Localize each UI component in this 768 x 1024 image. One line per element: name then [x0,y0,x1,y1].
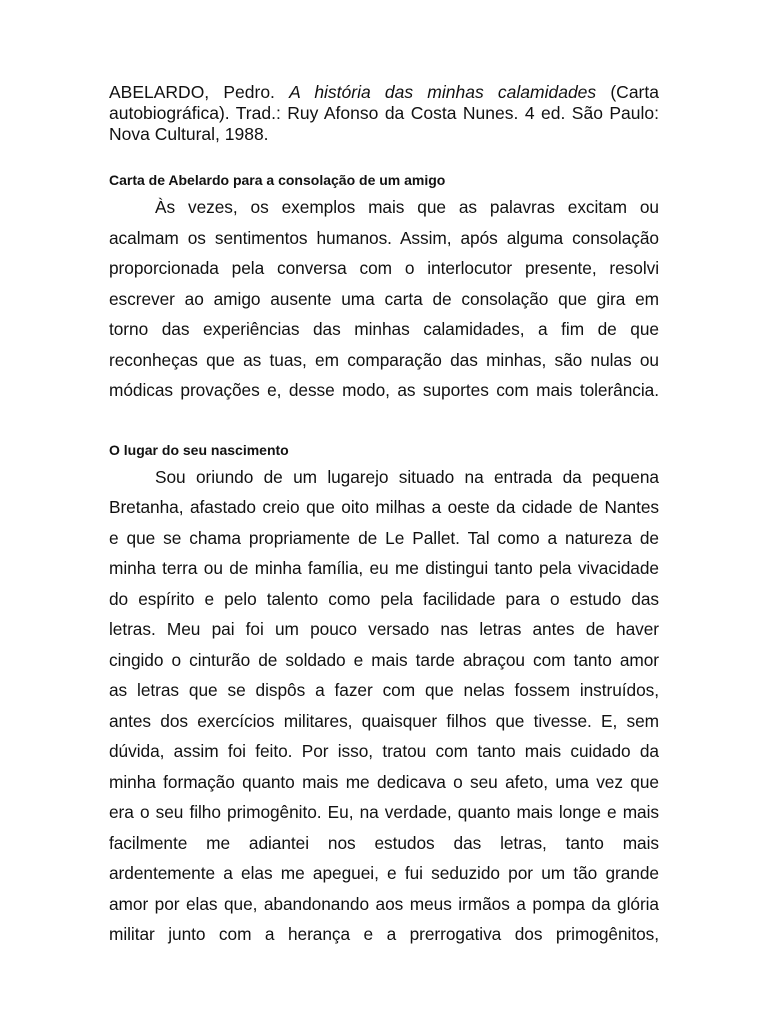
paragraph-line: letras. Meu pai foi um pouco versado nas letras antes de haver [109,619,659,639]
document-page [109,82,659,950]
reference-line-1 [109,82,659,103]
paragraph-consolation [109,192,659,406]
section-heading-birthplace: O lugar do seu nascimento [109,441,289,458]
reference-title: A história das minhas calamidades [289,82,597,102]
paragraph-line: escrever ao amigo ausente uma carta de consolação que gira em [109,288,659,309]
reference-line-3: Nova Cultural, 1988. [109,124,269,144]
paragraph-line: era o seu filho primogênito. Eu, na verdade, quanto mais longe e mais [109,802,659,822]
paragraph-line: ardentemente a elas me apeguei, e fui seduzido por um tão grande [109,863,659,883]
reference-author: ABELARDO, Pedro. [109,82,275,102]
paragraph-line: amor por elas que, abandonando aos meus irmãos a pompa da glória [109,893,659,914]
paragraph-line: do espírito e pelo talento como pela facilidade para o estudo das [109,588,659,609]
paragraph-line: e que se chama propriamente de Le Pallet. Tal como a natureza de [109,527,659,548]
paragraph-line: Sou oriundo de um lugarejo situado na entrada da pequena [155,466,659,487]
reference-line-2: autobiográfica). Trad.: Ruy Afonso da Costa Nunes. 4 ed. São Paulo: [109,103,659,123]
paragraph-line: cingido o cinturão de soldado e mais tarde abraçou com tanto amor [109,649,659,670]
paragraph-line: módicas provações e, desse modo, as suportes com mais tolerância. [109,380,659,400]
paragraph-line: reconheças que as tuas, em comparação das minhas, são nulas ou [109,349,659,370]
paragraph-line: minha terra ou de minha família, eu me distingui tanto pela vivacidade [109,558,659,578]
section-heading-consolation: Carta de Abelardo para a consolação de um amigo [109,172,446,188]
paragraph-line: dúvida, assim foi feito. Por isso, tratou com tanto mais cuidado da [109,741,659,761]
paragraph-line: Às vezes, os exemplos mais que as palavras excitam ou [155,197,659,217]
bibliographic-reference [109,82,659,145]
paragraph-line: as letras que se dispôs a fazer com que nelas fossem instruídos, [109,680,659,700]
paragraph-line: militar junto com a herança e a prerrogativa dos primogênitos, [109,924,659,944]
paragraph-line: facilmente me adiantei nos estudos das letras, tanto mais [109,832,659,853]
paragraph-birthplace [109,462,659,950]
paragraph-line: antes dos exercícios militares, quaisquer filhos que tivesse. E, sem [109,710,659,731]
reference-rest: (Carta [610,82,659,102]
paragraph-line: Bretanha, afastado creio que oito milhas a oeste da cidade de Nantes [109,497,659,517]
paragraph-line: proporcionada pela conversa com o interlocutor presente, resolvi [109,258,659,278]
paragraph-line: torno das experiências das minhas calamidades, a fim de que [109,319,659,339]
paragraph-line: acalmam os sentimentos humanos. Assim, após alguma consolação [109,227,659,248]
paragraph-line: minha formação quanto mais me dedicava o seu afeto, uma vez que [109,771,659,792]
